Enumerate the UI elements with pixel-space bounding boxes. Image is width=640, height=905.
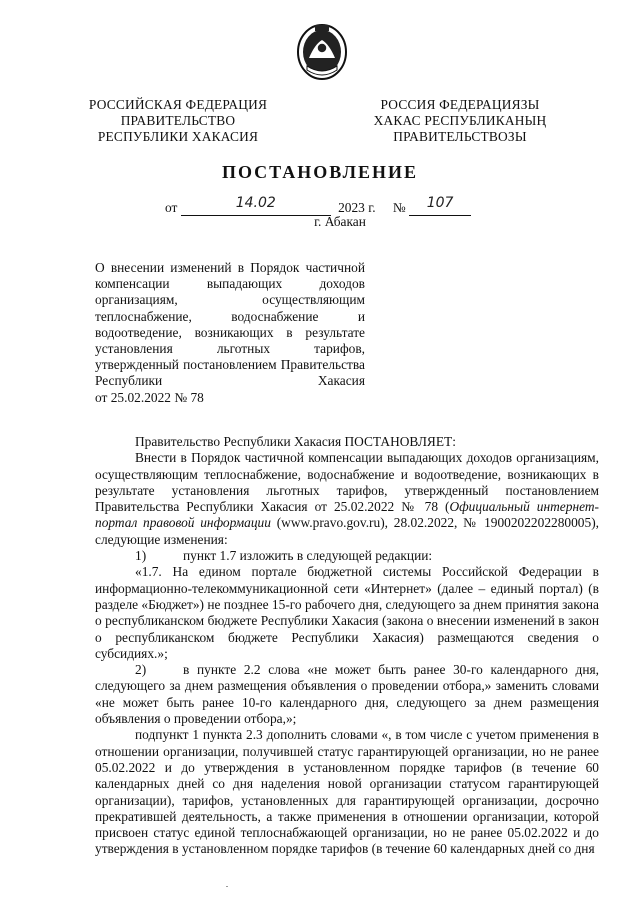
city-line: г. Абакан [314,214,366,229]
date-year: 2023 г. [338,200,376,215]
subject-last-line: от 25.02.2022 № 78 [95,389,204,405]
list-item-1 [95,548,599,564]
handwritten-number: 107 [426,195,454,211]
intro-text: Внести в Порядок частичной компенсации выпадающих доходов организациям, осуществляющим теплоснабжение, водоснабжение и водоотведение, возникающих в результате установления льготных тарифов, утвержденный постановлением Правительства Республики Хакасия от 25.02.2022 № 78 ( [95,450,599,515]
list-item-2-number: 2) [135,662,147,678]
handwritten-date: 14.02 [235,195,276,211]
header-left-line: РОССИЙСКАЯ ФЕДЕРАЦИЯ [88,97,268,112]
intro-end: (www.pravo.gov.ru), 28.02.2022, № 1900202202280005), следующие изменения: [95,515,599,547]
list-item-2-text: в пункте 2.2 слова «не может быть ранее 30-го календарного дня, следующего за днем размещения объявления о проведении отбора,» заменить словами «не может быть ранее 10-го календарного дня, следующего за днем размещения объявления о проведении отбора,»; [95,662,599,727]
subject-text: О внесении изменений в Порядок частичной компенсации выпадающих доходов организациям, осуществляющим теплоснабжение, водоснабжение и водоотведение, возникающих в результате установления льготных тарифов, утвержденный постановлением Правительства Республики Хакасия [95,260,365,389]
decree-line: Правительство Республики Хакасия ПОСТАНОВЛЯЕТ: [135,434,456,449]
intro-paragraph [95,450,599,548]
list-item-1-number: 1) [135,548,147,564]
number-label: № [392,200,406,215]
header-right [360,97,560,145]
header-right-line: РОССИЯ ФЕДЕРАЦИЯЗЫ [380,97,540,112]
document-body [95,434,599,858]
quoted-paragraph: «1.7. На едином портале бюджетной системы Российской Федерации в информационно-телекоммуникационной сети «Интернет» (далее – единый портал) (в разделе «Бюджет») не позднее 15-го рабочего дня, следующего за днем принятия закона о республиканском бюджете Республики Хакасия (закона о внесении изменений в закон о республиканском бюджете Республики Хакасия) размещаются сведения о субсидиях.»; [95,564,599,661]
date-from-label: от [165,200,178,215]
header-right-line: ХАКАС РЕСПУБЛИКАНЫҢ [373,113,547,128]
intro-italic: Официальный интернет-портал правовой информации [95,499,599,531]
header-left-line: ПРАВИТЕЛЬСТВО [120,113,236,128]
list-item-1-text: пункт 1.7 изложить в следующей редакции: [183,548,433,564]
header-right-line: ПРАВИТЕЛЬСТВОЗЫ [393,129,527,144]
list-item-3: подпункт 1 пункта 2.3 дополнить словами «, в том числе с учетом применения в отношении организации, получившей статус гарантирующей организации, но не ранее 05.02.2022 и до утверждения в установленном порядке тарифов (в течение 60 календарных дней со дня наделения новой организации статусом гарантирующей организации), тарифов, установленных для гарантирующей организации, досрочно прекратившей деятельность, а также применения в отношении организации, которой присвоен статус единой теплоснабжающей организации, но не ранее 05.02.2022 и до утверждения в установленном порядке тарифов (в течение 60 календарных дней со дня [95,727,599,857]
header-left [78,97,278,145]
coat-of-arms-emblem [295,22,349,84]
list-item-2 [95,662,599,727]
header-left-line: РЕСПУБЛИКИ ХАКАСИЯ [97,129,259,144]
document-subject [95,260,365,406]
document-title: ПОСТАНОВЛЕНИЕ [221,162,419,182]
page-mark [226,886,228,887]
